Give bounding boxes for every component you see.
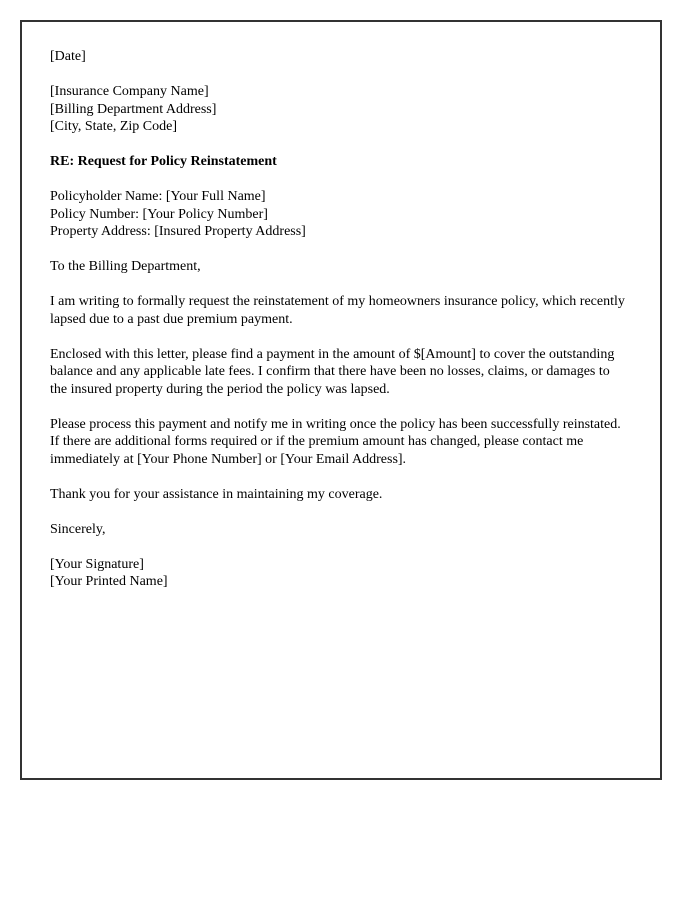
date-line: [Date] (50, 49, 86, 64)
recipient-city-line: [City, State, Zip Code] (50, 119, 178, 134)
recipient-address-line: [Billing Department Address] (50, 101, 217, 117)
body-paragraph-4: Thank you for your assistance in maintaining my coverage. (50, 486, 383, 502)
body-paragraph-1: I am writing to formally request the reinstatement of my homeowners insurance policy, which recently lapsed due to a past due premium payment. (50, 294, 625, 327)
body-paragraph-2: Enclosed with this letter, please find a payment in the amount of $[Amount] to cover the outstanding balance and any applicable late fees. I confirm that there have been no losses, claims, or damages to the insured property during the period the policy was lapsed. (50, 346, 615, 397)
policy-number-line: Policy Number: [Your Policy Number] (50, 206, 268, 222)
printed-name-line: [Your Printed Name] (50, 574, 168, 589)
salutation: To the Billing Department, (50, 259, 201, 274)
subject-line: RE: Request for Policy Reinstatement (50, 154, 277, 169)
closing: Sincerely, (50, 521, 106, 537)
letter-document (20, 20, 662, 780)
signature-line: [Your Signature] (50, 556, 144, 572)
recipient-company-line: [Insurance Company Name] (50, 84, 209, 99)
property-address-line: Property Address: [Insured Property Address] (50, 224, 306, 239)
policyholder-name-line: Policyholder Name: [Your Full Name] (50, 189, 266, 204)
body-paragraph-3: Please process this payment and notify me in writing once the policy has been successfully reinstated. If there are additional forms required or if the premium amount has changed, please contact me immediately at [Your Phone Number] or [Your Email Address]. (50, 416, 621, 467)
